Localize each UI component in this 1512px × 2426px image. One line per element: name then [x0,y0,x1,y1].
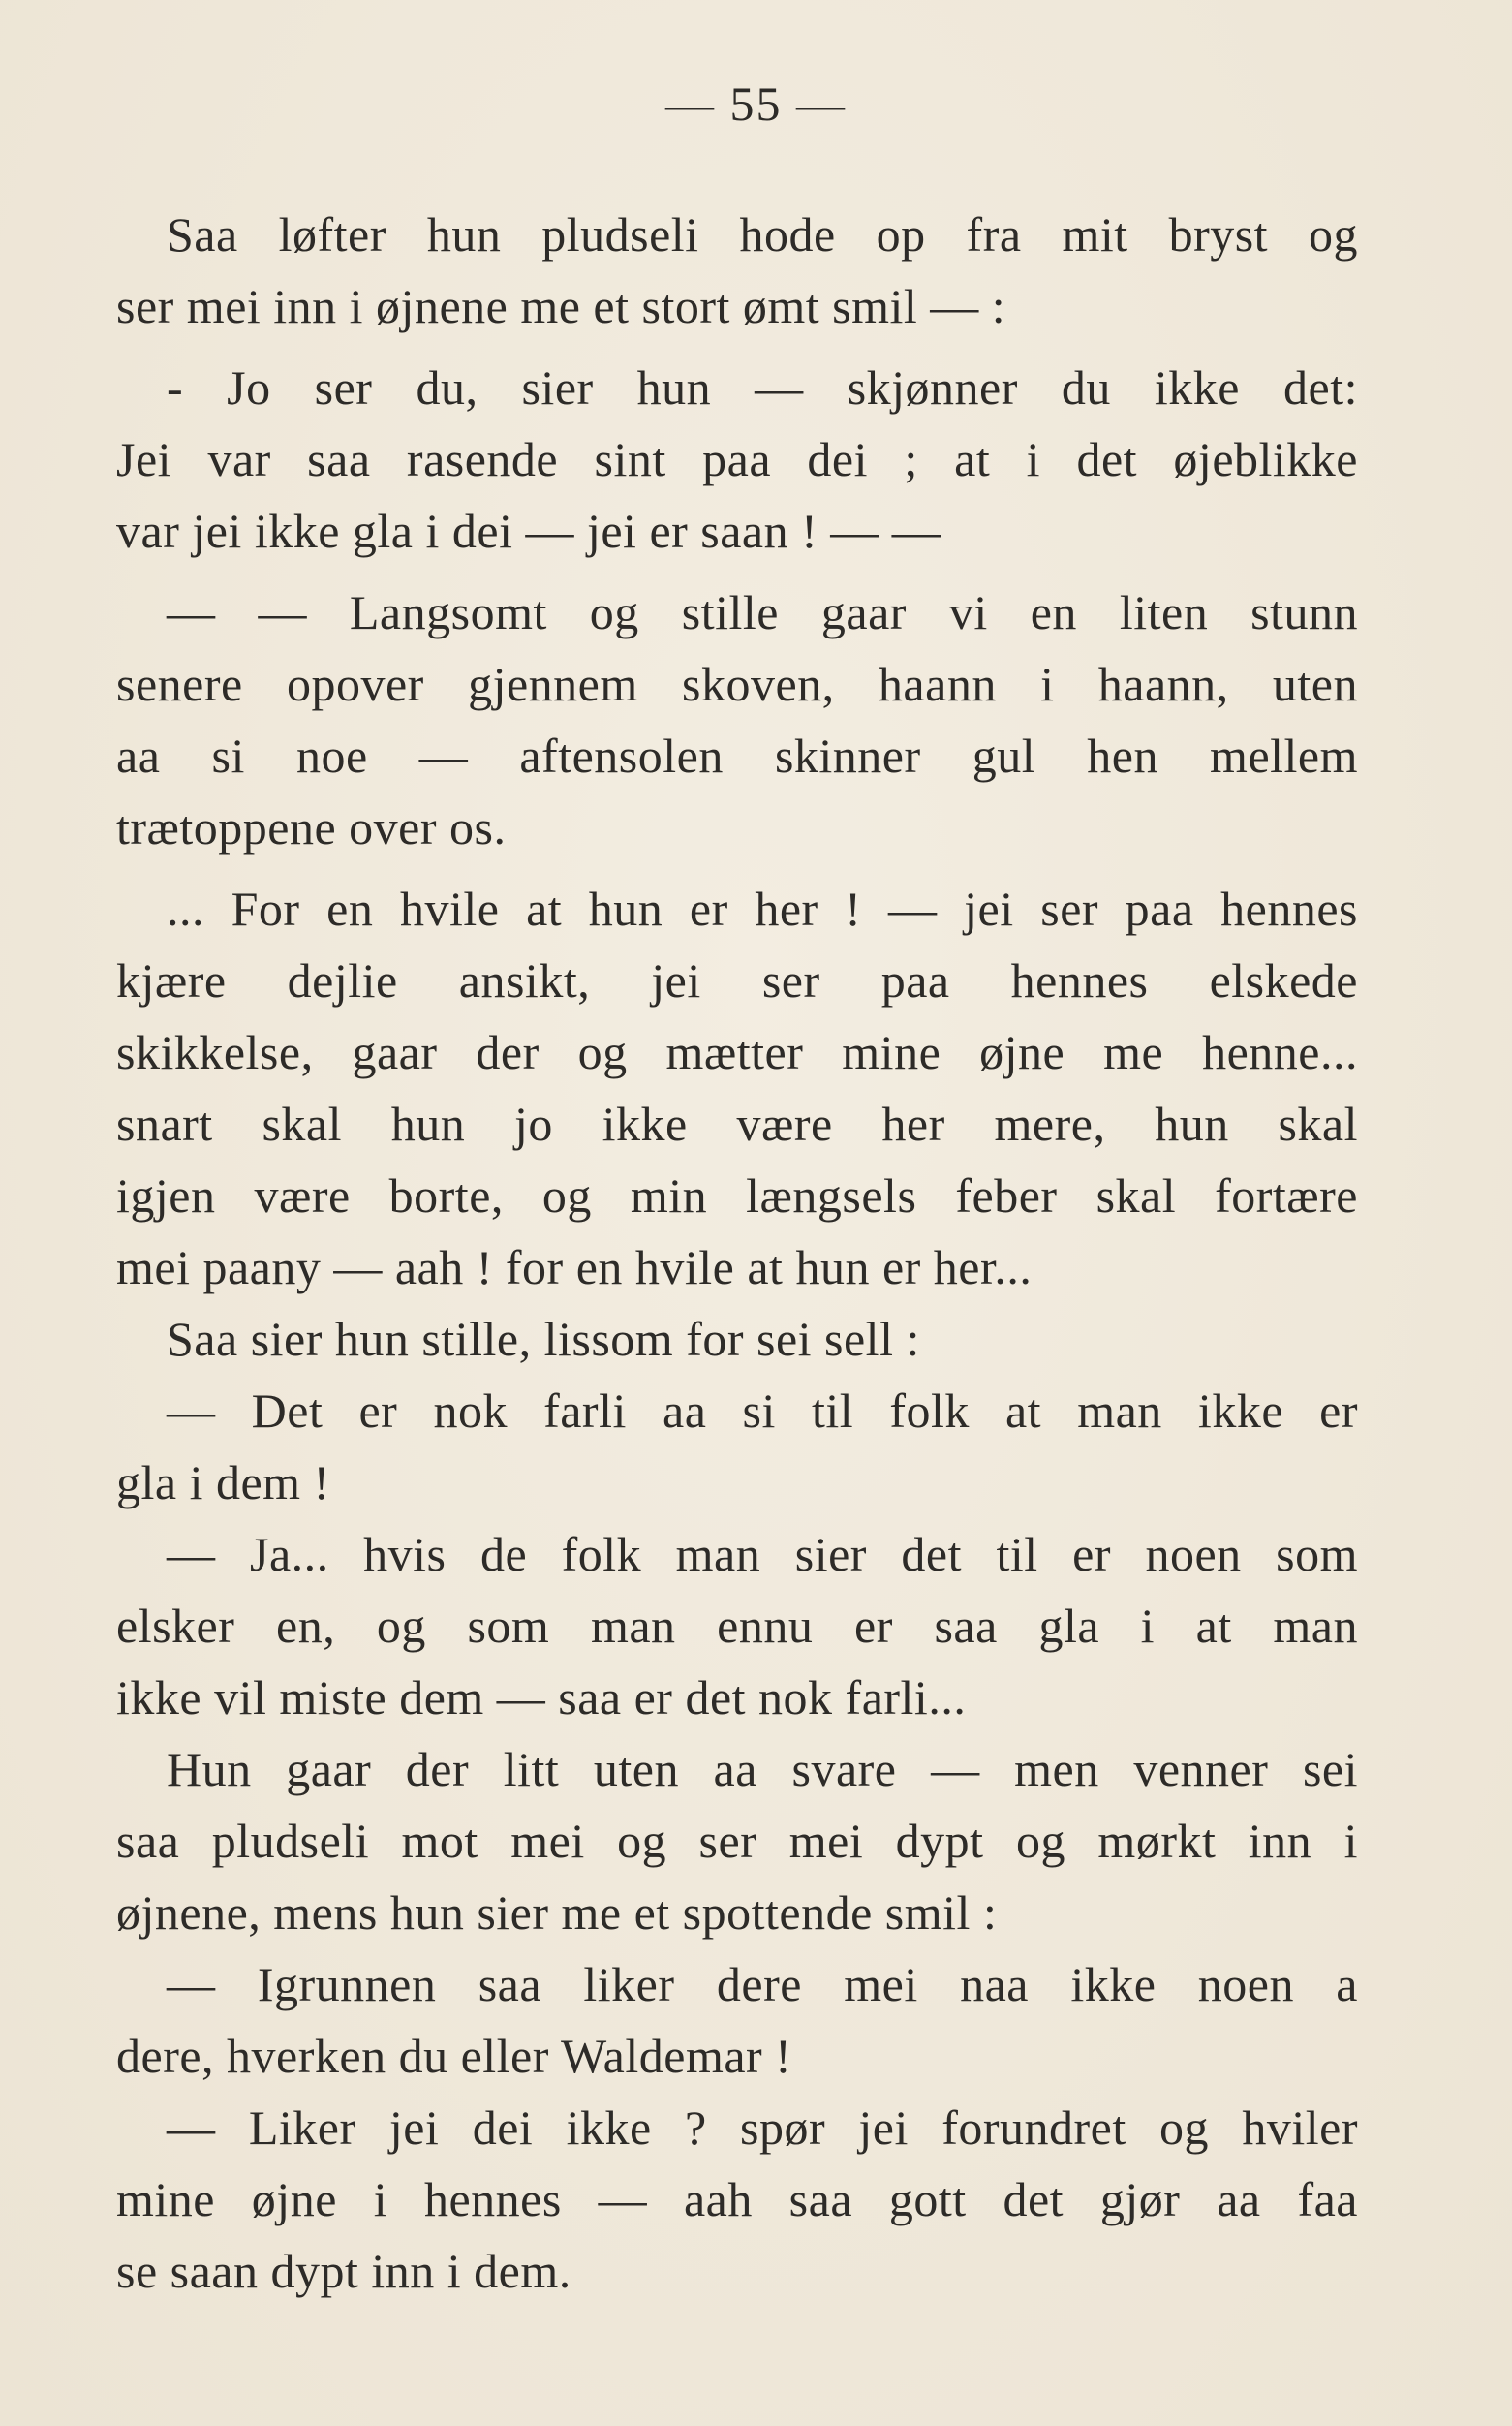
text-line: mine øjne i hennes — aah saa gott det gjør aa faa [116,2172,1358,2226]
text-line: saa pludseli mot mei og ser mei dypt og mørkt inn i [116,1814,1358,1868]
text-line: senere opover gjennem skoven, haann i haann, uten [116,657,1358,711]
text-line: Jei var saa rasende sint paa dei ; at i det øjeblikke [116,432,1358,486]
text-line: trætoppene over os. [116,800,507,855]
text-line: — Det er nok farli aa si til folk at man ikke er [167,1384,1358,1438]
text-line: — Liker jei dei ikke ? spør jei forundret og hviler [167,2100,1358,2155]
text-line: mei paany — aah ! for en hvile at hun er her... [116,1240,1033,1294]
text-line: ikke vil miste dem — saa er det nok farli... [116,1670,967,1725]
text-line: — — Langsomt og stille gaar vi en liten stunn [167,585,1358,639]
text-line: dere, hverken du eller Waldemar ! [116,2029,792,2083]
text-line: Hun gaar der litt uten aa svare — men venner sei [167,1742,1358,1796]
text-line: var jei ikke gla i dei — jei er saan ! — — [116,504,941,558]
text-line: ser mei inn i øjnene me et stort ømt smil — : [116,279,1006,333]
text-line: se saan dypt inn i dem. [116,2244,571,2298]
text-line: Saa sier hun stille, lissom for sei sell : [167,1312,920,1366]
text-line: — Ja... hvis de folk man sier det til er noen som [167,1527,1358,1581]
text-line: igjen være borte, og min længsels feber skal fortære [116,1168,1358,1223]
text-line: gla i dem ! [116,1455,330,1509]
text-line: snart skal hun jo ikke være her mere, hun skal [116,1097,1358,1151]
text-line: - Jo ser du, sier hun — skjønner du ikke det: [167,360,1358,415]
text-line: øjnene, mens hun sier me et spottende smil : [116,1885,998,1940]
page-number: — 55 — [665,77,847,131]
text-line: skikkelse, gaar der og mætter mine øjne me henne... [116,1025,1358,1079]
text-line: aa si noe — aftensolen skinner gul hen mellem [116,729,1358,783]
text-line: Saa løfter hun pludseli hode op fra mit bryst og [167,207,1358,262]
text-line: — Igrunnen saa liker dere mei naa ikke noen a [167,1957,1358,2011]
text-line: ... For en hvile at hun er her ! — jei ser paa hennes [167,882,1358,936]
text-line: elsker en, og som man ennu er saa gla i at man [116,1599,1358,1653]
text-line: kjære dejlie ansikt, jei ser paa hennes elskede [116,953,1358,1008]
